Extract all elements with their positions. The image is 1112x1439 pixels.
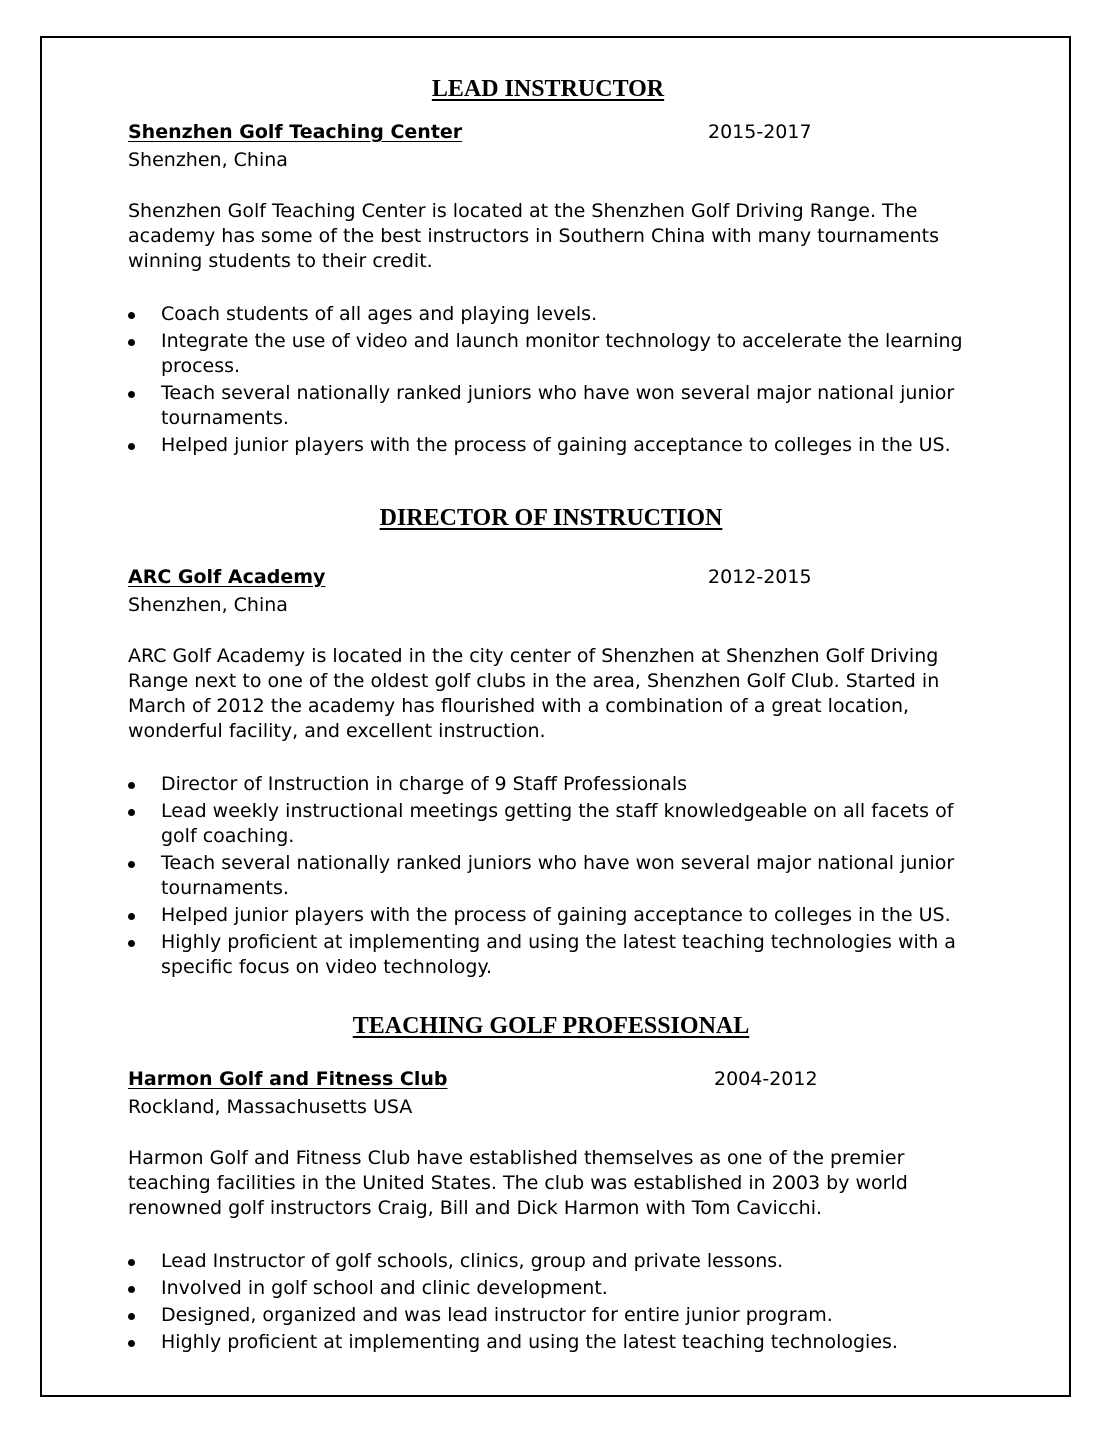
list-item: Lead Instructor of golf schools, clinics, group and private lessons.: [128, 1249, 988, 1274]
bullet-icon: [128, 312, 135, 319]
bullet-icon: [128, 1259, 135, 1266]
org-dates: 2012-2015: [708, 566, 812, 588]
bullet-icon: [128, 1286, 135, 1293]
bullet-icon: [128, 1340, 135, 1347]
bullet-icon: [128, 861, 135, 868]
org-location: Shenzhen, China: [128, 594, 288, 616]
list-item: Integrate the use of video and launch monitor technology to accelerate the learning process.: [128, 329, 988, 379]
section-director-of-instruction: [128, 505, 988, 982]
list-item: Coach students of all ages and playing levels.: [128, 302, 988, 327]
section-title: LEAD INSTRUCTOR: [431, 76, 665, 102]
list-item: Director of Instruction in charge of 9 Staff Professionals: [128, 772, 988, 797]
bullet-icon: [128, 443, 135, 450]
org-row: [128, 1068, 988, 1094]
org-name: Harmon Golf and Fitness Club: [128, 1068, 448, 1090]
list-item: Helped junior players with the process of gaining acceptance to colleges in the US.: [128, 903, 988, 928]
bullet-icon: [128, 1313, 135, 1320]
org-row: [128, 121, 988, 147]
section-description: Harmon Golf and Fitness Club have established themselves as one of the premier teaching facilities in the United States. The club was established in 2003 by world renowned golf instructors Craig, Bill and Dick Harmon with Tom Cavicchi.: [128, 1147, 908, 1219]
org-name: Shenzhen Golf Teaching Center: [128, 121, 463, 143]
section-description: ARC Golf Academy is located in the city center of Shenzhen at Shenzhen Golf Driving Range next to one of the oldest golf clubs in the area, Shenzhen Golf Club. Started in March of 2012 the academy has flourished with a combination of a great location, wonderful facility, and excellent instruction.: [128, 645, 940, 742]
org-dates: 2015-2017: [708, 121, 812, 143]
section-title: DIRECTOR OF INSTRUCTION: [379, 505, 723, 531]
bullet-icon: [128, 809, 135, 816]
section-description: Shenzhen Golf Teaching Center is located at the Shenzhen Golf Driving Range. The academy has some of the best instructors in Southern China with many tournaments winning students to their credit.: [128, 200, 939, 272]
org-row: [128, 566, 988, 592]
list-item: Lead weekly instructional meetings getting the staff knowledgeable on all facets of golf coaching.: [128, 799, 988, 849]
list-item: Helped junior players with the process of gaining acceptance to colleges in the US.: [128, 433, 988, 458]
section-teaching-golf-professional: [128, 1013, 988, 1357]
bullet-icon: [128, 913, 135, 920]
bullet-icon: [128, 391, 135, 398]
list-item: Teach several nationally ranked juniors who have won several major national junior tournaments.: [128, 381, 988, 431]
org-name: ARC Golf Academy: [128, 566, 326, 588]
list-item: Designed, organized and was lead instructor for entire junior program.: [128, 1303, 988, 1328]
org-dates: 2004-2012: [714, 1068, 818, 1090]
bullet-list: [128, 772, 988, 980]
org-location: Shenzhen, China: [128, 149, 288, 171]
list-item: Highly proficient at implementing and using the latest teaching technologies with a specific focus on video technology.: [128, 930, 988, 980]
org-location: Rockland, Massachusetts USA: [128, 1096, 413, 1118]
bullet-list: [128, 302, 988, 458]
list-item: Involved in golf school and clinic development.: [128, 1276, 988, 1301]
list-item: Highly proficient at implementing and using the latest teaching technologies.: [128, 1330, 988, 1355]
bullet-icon: [128, 940, 135, 947]
bullet-icon: [128, 782, 135, 789]
section-lead-instructor: [128, 76, 988, 460]
section-title: TEACHING GOLF PROFESSIONAL: [352, 1013, 750, 1039]
list-item: Teach several nationally ranked juniors who have won several major national junior tournaments.: [128, 851, 988, 901]
bullet-icon: [128, 339, 135, 346]
bullet-list: [128, 1249, 988, 1355]
